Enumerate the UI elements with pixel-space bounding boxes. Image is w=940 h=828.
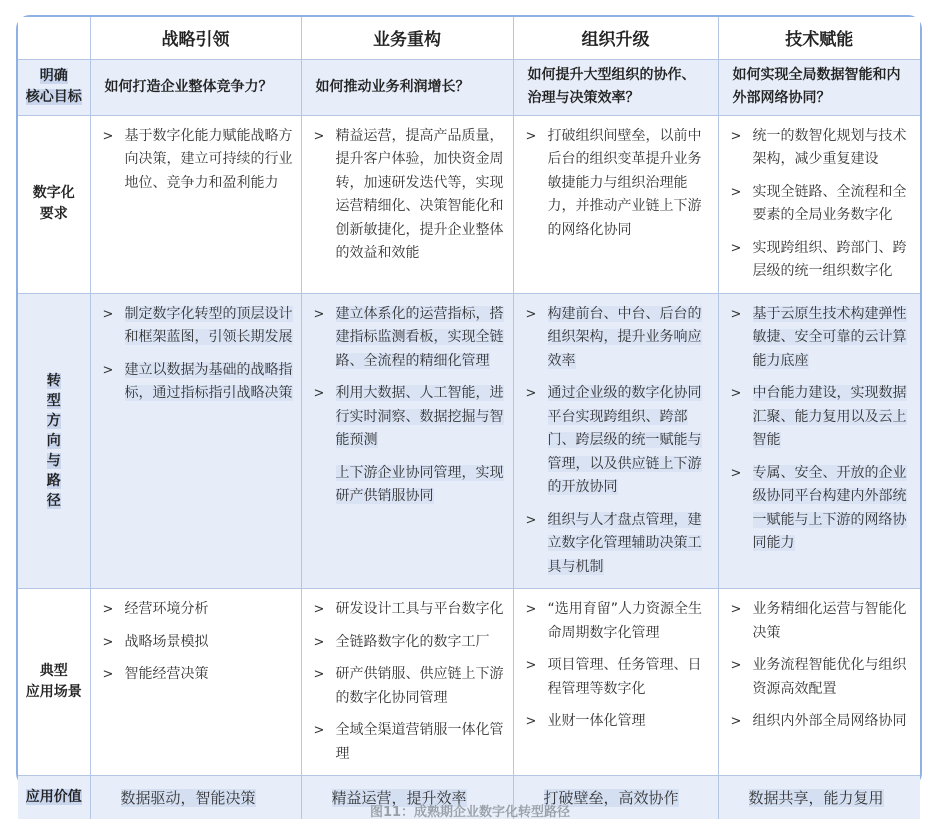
- list-item: > 智能经营决策: [101, 663, 293, 687]
- column-header-technology: 技术赋能: [718, 17, 920, 59]
- list-item: > 通过企业级的数字化协同平台实现跨组织、跨部门、跨层级的统一赋能与管理，以及供应链上下游的开放协同: [524, 382, 710, 500]
- list-item: > 经营环境分析: [101, 598, 293, 622]
- row-header-scenario: 典型 应用场景: [18, 589, 90, 776]
- chevron-right-icon: >: [730, 602, 742, 617]
- list-item: > 专属、安全、开放的企业级协同平台构建内外部统一赋能与上下游的网络协同能力: [729, 462, 913, 556]
- goal-question-technology: 如何实现全局数据智能和内外部网络协同？: [732, 67, 901, 106]
- chevron-right-icon: >: [313, 128, 325, 144]
- row-header-value: 应用价值: [18, 776, 90, 819]
- chevron-right-icon: >: [102, 634, 114, 650]
- transformation-table: [18, 17, 920, 819]
- list-item: > 利用大数据、人工智能，进行实时洞察、数据挖掘与智能预测: [312, 382, 505, 453]
- goal-question-organization: 如何提升大型组织的协作、治理与决策效率？: [527, 67, 696, 106]
- row-header-digital-requirement: 数字化 要求: [18, 115, 90, 293]
- scenario-list-business: [302, 589, 513, 766]
- column-header-organization: 组织升级: [513, 17, 718, 59]
- transformation-table-frame: [16, 15, 922, 807]
- digital-list-technology: [719, 116, 921, 284]
- chevron-right-icon: >: [525, 658, 537, 673]
- scenario-list-technology: [719, 589, 921, 734]
- scenario-list-strategy: [91, 589, 301, 687]
- path-label-char: 路: [46, 472, 61, 489]
- chevron-right-icon: >: [313, 667, 325, 682]
- chevron-right-icon: >: [525, 386, 537, 401]
- chevron-right-icon: >: [730, 306, 742, 322]
- digital-requirement-row: [18, 115, 920, 293]
- path-label-vertical: [18, 371, 90, 511]
- digital-list-organization: [514, 116, 718, 243]
- goal-row: [18, 59, 920, 115]
- scenario-list-organization: [514, 589, 718, 734]
- path-list-strategy: [91, 294, 301, 406]
- list-item: > 制定数字化转型的顶层设计和框架蓝图，引领长期发展: [101, 303, 293, 350]
- list-item: > 全域全渠道营销服一体化管理: [312, 719, 505, 766]
- value-organization: 打破壁垒，高效协作: [543, 788, 679, 807]
- list-item: > 中台能力建设，实现数据汇聚、能力复用以及云上智能: [729, 382, 913, 453]
- goal-question-strategy: 如何打造企业整体竞争力？: [104, 78, 273, 95]
- value-business: 精益运营，提升效率: [331, 788, 467, 807]
- list-item: > 业务流程智能优化与组织资源高效配置: [729, 654, 913, 701]
- chevron-right-icon: >: [730, 658, 742, 673]
- list-item: > 实现跨组织、跨部门、跨层级的统一组织数字化: [729, 237, 913, 284]
- list-item: > “选用育留”人力资源全生命周期数字化管理: [524, 598, 710, 645]
- figure-caption: 图11：成熟期企业数字化转型路径: [369, 805, 571, 820]
- value-technology: 数据共享，能力复用: [748, 788, 884, 807]
- chevron-right-icon: >: [313, 723, 325, 738]
- column-header-business: 业务重构: [301, 17, 513, 59]
- list-item: > 精益运营，提高产品质量，提升客户体验，加快资金周转，加速研发迭代等，实现运营精细化、决策智能化和创新敏捷化，提升企业整体的效益和效能: [312, 125, 505, 266]
- list-item: > 基于云原生技术构建弹性敏捷、安全可靠的云计算能力底座: [729, 303, 913, 374]
- chevron-right-icon: >: [313, 386, 325, 401]
- path-list-technology: [719, 294, 921, 556]
- chevron-right-icon: >: [102, 306, 114, 322]
- chevron-right-icon: >: [102, 362, 114, 378]
- list-item: > 组织内外部全局网络协同: [729, 710, 913, 734]
- list-item: > 研发设计工具与平台数字化: [312, 598, 505, 622]
- list-item: > 业务精细化运营与智能化决策: [729, 598, 913, 645]
- list-item: > 战略场景模拟: [101, 631, 293, 655]
- value-strategy: 数据驱动，智能决策: [120, 788, 256, 807]
- list-item: > 构建前台、中台、后台的组织架构，提升业务响应效率: [524, 303, 710, 374]
- path-list-business: [302, 294, 513, 453]
- chevron-right-icon: >: [730, 184, 742, 200]
- list-item: > 基于数字化能力赋能战略方向决策，建立可持续的行业地位、竞争力和盈利能力: [101, 125, 293, 196]
- chevron-right-icon: >: [730, 128, 742, 144]
- chevron-right-icon: >: [730, 714, 742, 729]
- list-item: > 打破组织间壁垒，以前中后台的组织变革提升业务敏捷能力与组织治理能力，并推动产业链上下游的网络化协同: [524, 125, 710, 243]
- row-header-path: [18, 293, 90, 589]
- chevron-right-icon: >: [102, 667, 114, 682]
- chevron-right-icon: >: [730, 465, 742, 481]
- header-row: [18, 17, 920, 59]
- path-label-char: 向: [46, 432, 61, 449]
- chevron-right-icon: >: [730, 386, 742, 401]
- digital-list-business: [302, 116, 513, 266]
- scenario-row: [18, 589, 920, 776]
- path-label-char: 型: [46, 392, 61, 409]
- list-item: > 建立以数据为基础的战略指标，通过指标指引战略决策: [101, 359, 293, 406]
- chevron-right-icon: >: [102, 602, 114, 617]
- list-item: > 建立体系化的运营指标，搭建指标监测看板，实现全链路、全流程的精细化管理: [312, 303, 505, 374]
- chevron-right-icon: >: [525, 714, 537, 729]
- chevron-right-icon: >: [313, 306, 325, 322]
- path-row: [18, 293, 920, 589]
- chevron-right-icon: >: [730, 240, 742, 256]
- list-item: > 统一的数智化规划与技术架构，减少重复建设: [729, 125, 913, 172]
- chevron-right-icon: >: [313, 602, 325, 617]
- chevron-right-icon: >: [313, 634, 325, 650]
- chevron-right-icon: >: [102, 128, 114, 144]
- row-header-goal: 明确 核心目标: [18, 59, 90, 115]
- list-item: > 实现全链路、全流程和全要素的全局业务数字化: [729, 181, 913, 228]
- path-label-char: 方: [46, 412, 61, 429]
- goal-question-business: 如何推动业务利润增长？: [315, 78, 470, 95]
- list-item: > 研产供销服、供应链上下游的数字化协同管理: [312, 663, 505, 710]
- list-item: > 全链路数字化的数字工厂: [312, 631, 505, 655]
- digital-list-strategy: [91, 116, 301, 196]
- path-label-char: 转: [46, 372, 61, 389]
- chevron-right-icon: >: [525, 602, 537, 617]
- chevron-right-icon: >: [525, 306, 537, 322]
- path-label-char: 径: [46, 492, 61, 509]
- list-item: > 项目管理、任务管理、日程管理等数字化: [524, 654, 710, 701]
- chevron-right-icon: >: [525, 128, 537, 144]
- list-item: > 业财一体化管理: [524, 710, 710, 734]
- path-business-extra: 上下游企业协同管理，实现研产供销服协同: [335, 464, 504, 504]
- chevron-right-icon: >: [525, 512, 537, 528]
- column-header-strategy: 战略引领: [90, 17, 301, 59]
- path-label-char: 与: [46, 452, 61, 469]
- list-item: > 组织与人才盘点管理，建立数字化管理辅助决策工具与机制: [524, 509, 710, 580]
- corner-cell: [18, 17, 90, 59]
- path-list-organization: [514, 294, 718, 580]
